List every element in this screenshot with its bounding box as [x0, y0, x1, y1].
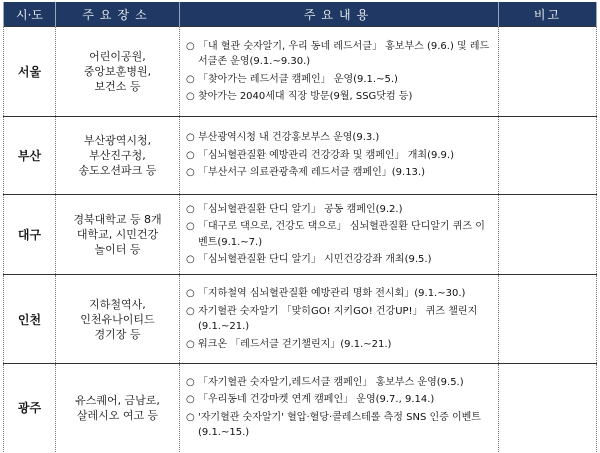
contents-cell	[180, 275, 499, 364]
list-item	[186, 392, 494, 408]
list-item-text: 「찾아가는 레드서클 캠페인」 운영(9.1.~5.)	[198, 73, 398, 85]
circle-bullet-icon: ○	[186, 149, 195, 161]
list-item-text: 「내 혈관 숫자알기, 우리 동네 레드서클」 홍보부스 (9.6.) 및 레드서클존 운영(9.1.~9.30.)	[198, 40, 490, 67]
list-item-text: 부산광역시청 내 건강홍보부스 운영(9.3.)	[198, 132, 380, 144]
places-cell	[56, 364, 180, 452]
place-line: 중앙보훈병원,	[83, 65, 152, 78]
note-cell	[499, 117, 597, 195]
circle-bullet-icon: ○	[186, 288, 195, 299]
events-table	[3, 2, 597, 452]
place-line: 보건소 등	[94, 80, 141, 93]
region-cell: 부산	[4, 117, 56, 195]
place-line: 지하철역사,	[89, 297, 146, 311]
list-item-text: 자기혈관 숫자알기 「맞히GO! 지키GO! 건강UP!」 퀴즈 챌린지(9.1.~21.)	[198, 305, 478, 332]
circle-bullet-icon: ○	[186, 73, 195, 85]
list-item	[186, 410, 494, 441]
list-item	[186, 286, 494, 302]
list-item	[186, 148, 494, 164]
region-cell: 서울	[4, 27, 56, 117]
circle-bullet-icon: ○	[186, 221, 195, 232]
place-line: 경기장 등	[94, 327, 141, 341]
circle-bullet-icon: ○	[186, 305, 195, 317]
place-line: 대학교, 시민건강	[76, 228, 159, 241]
list-item	[186, 252, 494, 268]
list-item	[186, 219, 494, 250]
list-item	[186, 39, 494, 70]
place-line: 인천유나이티드	[80, 312, 155, 326]
header-region: 시·도	[4, 2, 56, 27]
note-cell	[499, 275, 597, 364]
contents-cell	[180, 117, 499, 195]
place-line: 경북대학교 등 8개	[73, 213, 162, 226]
list-item	[186, 89, 494, 105]
list-item-text: 「지하철역 심뇌혈관질환 예방관리 명화 전시회」(9.1.~30.)	[198, 288, 466, 299]
header-row	[4, 2, 597, 27]
list-item-text: 「심뇌혈관질환 예방관리 건강강좌 및 캠페인」 개최(9.9.)	[198, 149, 454, 161]
list-item-text: 워크온 「레드서클 걷기챌린지」(9.1.~21.)	[198, 338, 392, 350]
list-item-text: 「심뇌혈관질환 단디 알기」 시민건강강좌 개최(9.5.)	[198, 254, 432, 265]
circle-bullet-icon: ○	[186, 91, 195, 102]
place-line: 살레시오 여고 등	[76, 408, 159, 422]
contents-cell	[180, 27, 499, 117]
circle-bullet-icon: ○	[186, 40, 195, 52]
table-row	[4, 275, 597, 364]
place-line: 놀이터 등	[94, 243, 141, 256]
places-cell	[56, 117, 180, 195]
list-item-text: 찾아가는 2040세대 직장 방문(9월, SSG닷컴 등)	[198, 91, 413, 102]
places-cell	[56, 195, 180, 275]
list-item	[186, 375, 494, 391]
circle-bullet-icon: ○	[186, 376, 195, 388]
contents-cell	[180, 195, 499, 275]
circle-bullet-icon: ○	[186, 254, 195, 265]
circle-bullet-icon: ○	[186, 338, 195, 350]
place-line: 송도오션파크 등	[78, 164, 157, 177]
list-item-text: 「부산서구 의료관광축제 레드서클 캠페인」(9.13.)	[198, 167, 426, 179]
table-row	[4, 27, 597, 117]
contents-cell	[180, 364, 499, 452]
header-places: 주요장소	[56, 2, 180, 27]
list-item-text: 「자기혈관 숫자알기,레드서클 캠페인」 홍보부스 운영(9.5.)	[198, 376, 464, 388]
circle-bullet-icon: ○	[186, 411, 195, 423]
table-row	[4, 364, 597, 452]
circle-bullet-icon: ○	[186, 167, 195, 179]
list-item	[186, 165, 494, 181]
places-cell	[56, 275, 180, 364]
note-cell	[499, 364, 597, 452]
place-line: 부산광역시청,	[83, 134, 152, 147]
list-item	[186, 72, 494, 88]
list-item-text: '자기혈관 숫자알기' 혈압·혈당·콜레스테롤 측정 SNS 인증 이벤트(9.1.~15.)	[198, 411, 481, 439]
list-item	[186, 130, 494, 146]
places-cell	[56, 27, 180, 117]
list-item-text: 「대구로 댁으로, 건강도 댁으로」 심뇌혈관질환 단디알기 퀴즈 이벤트(9.1.~7.)	[198, 221, 485, 248]
list-item	[186, 304, 494, 335]
region-cell: 광주	[4, 364, 56, 452]
region-cell: 인천	[4, 275, 56, 364]
circle-bullet-icon: ○	[186, 203, 195, 215]
list-item-text: 「심뇌혈관질환 단디 알기」 공동 캠페인(9.2.)	[198, 203, 403, 215]
table-row	[4, 195, 597, 275]
list-item	[186, 337, 494, 353]
table-row	[4, 117, 597, 195]
header-contents: 주요내용	[180, 2, 499, 27]
circle-bullet-icon: ○	[186, 132, 195, 144]
place-line: 어린이공원,	[89, 50, 146, 63]
header-note: 비고	[499, 2, 597, 27]
list-item	[186, 202, 494, 218]
list-item-text: 「우리동네 건강마켓 연계 캠페인」 운영(9.7., 9.14.)	[198, 394, 435, 406]
note-cell	[499, 195, 597, 275]
circle-bullet-icon: ○	[186, 394, 195, 406]
place-line: 부산진구청,	[89, 149, 146, 162]
region-cell: 대구	[4, 195, 56, 275]
place-line: 유스퀘어, 금남로,	[75, 393, 160, 407]
note-cell	[499, 27, 597, 117]
